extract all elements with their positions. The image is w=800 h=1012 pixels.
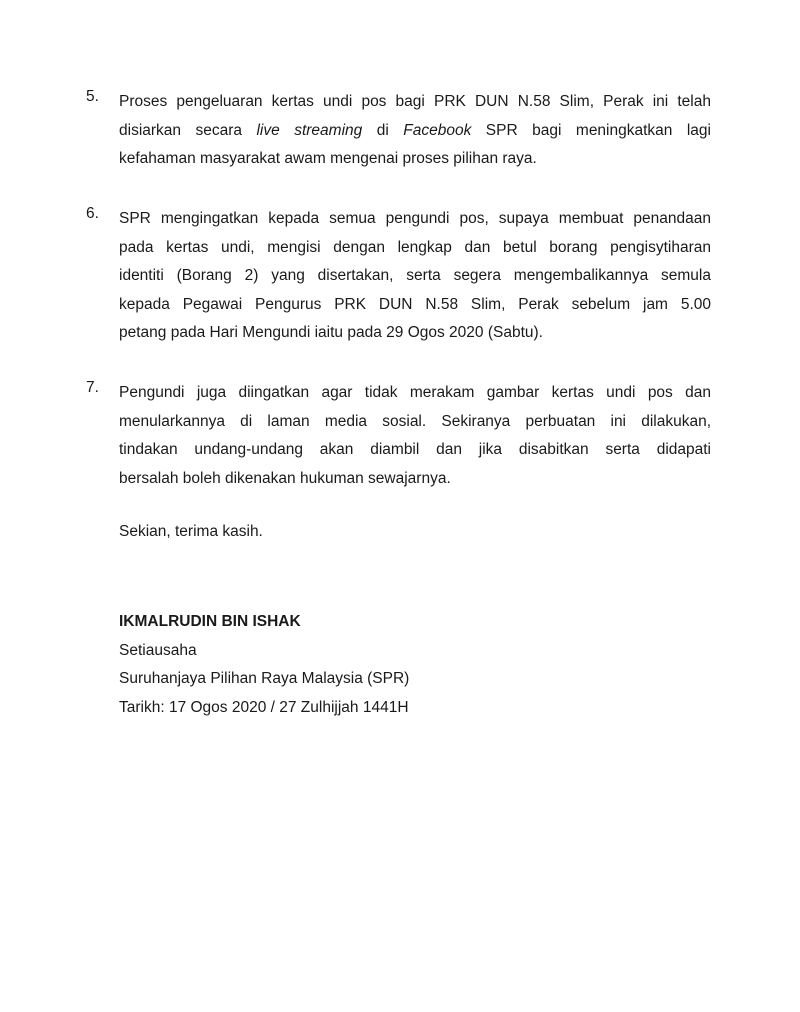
paragraph-line: identiti (Borang 2) yang disertakan, serta segera mengembalikannya semula: [119, 267, 711, 284]
paragraph-line: bersalah boleh dikenakan hukuman sewajarnya.: [119, 469, 451, 487]
paragraph-6: [86, 205, 711, 348]
signatory-name: IKMALRUDIN BIN ISHAK: [119, 613, 301, 630]
paragraph-number: 6.: [86, 205, 99, 222]
paragraph-line: Proses pengeluaran kertas undi pos bagi PRK DUN N.58 Slim, Perak ini telah: [119, 93, 711, 110]
signatory-organization: Suruhanjaya Pilihan Raya Malaysia (SPR): [119, 670, 410, 687]
paragraph-number: 7.: [86, 379, 99, 396]
paragraph-line: pada kertas undi, mengisi dengan lengkap dan betul borang pengisytiharan: [119, 238, 711, 256]
paragraph-line: menularkannya di laman media sosial. Sekiranya perbuatan ini dilakukan,: [119, 412, 711, 430]
signatory-title: Setiausaha: [119, 641, 197, 659]
paragraph-7: [86, 379, 711, 493]
paragraph-line: SPR mengingatkan kepada semua pengundi pos, supaya membuat penandaan: [119, 210, 711, 227]
paragraph-line: petang pada Hari Mengundi iaitu pada 29 Ogos 2020 (Sabtu).: [119, 324, 543, 341]
paragraph-body: [119, 205, 711, 348]
paragraph-line: disiarkan secara live streaming di Facebook SPR bagi meningkatkan lagi: [119, 121, 711, 139]
paragraph-5: [86, 88, 711, 174]
paragraph-line: kepada Pegawai Pengurus PRK DUN N.58 Slim, Perak sebelum jam 5.00: [119, 295, 711, 313]
paragraph-body: [119, 379, 711, 493]
paragraph-number: 5.: [86, 88, 99, 105]
signature-block: [119, 608, 409, 722]
paragraph-line: Pengundi juga diingatkan agar tidak merakam gambar kertas undi pos dan: [119, 384, 711, 401]
closing-remark: Sekian, terima kasih.: [119, 523, 263, 540]
document-date: Tarikh: 17 Ogos 2020 / 27 Zulhijjah 1441H: [119, 698, 409, 716]
italic-term: Facebook: [403, 121, 472, 139]
paragraph-line: kefahaman masyarakat awam mengenai proses pilihan raya.: [119, 150, 537, 167]
paragraph-body: [119, 88, 711, 174]
italic-term: live streaming: [256, 121, 363, 139]
paragraph-line: tindakan undang-undang akan diambil dan jika disabitkan serta didapati: [119, 441, 711, 458]
